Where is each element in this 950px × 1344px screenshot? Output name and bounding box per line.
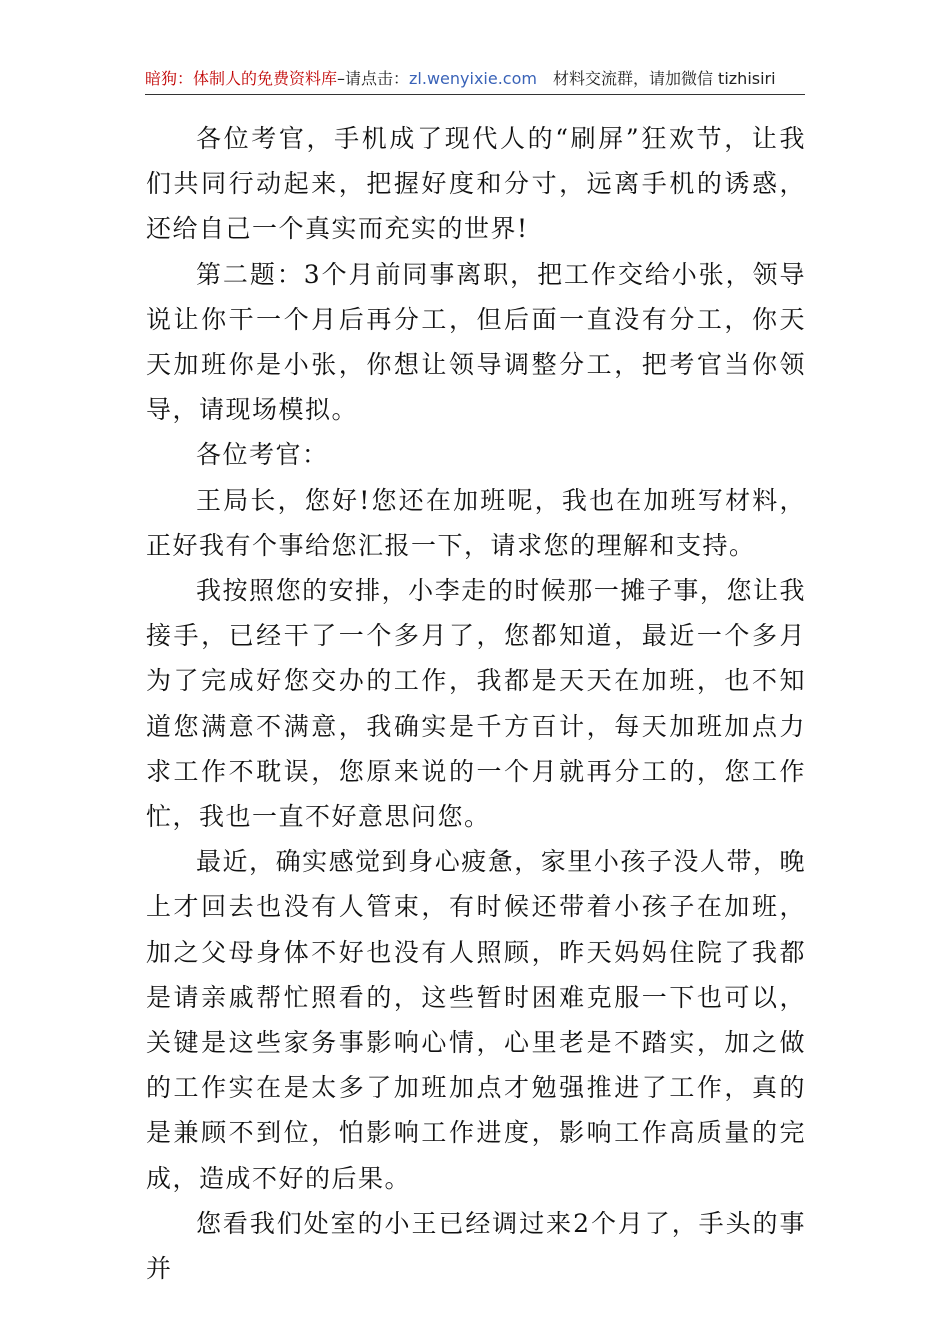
header-url-link[interactable]: zl.wenyixie.com bbox=[409, 69, 537, 88]
header-brand: 暗狗：体制人的免费资料库 bbox=[145, 69, 338, 88]
paragraph-greeting: 王局长，您好!您还在加班呢，我也在加班写材料，正好我有个事给您汇报一下，请求您的理解和支持。 bbox=[146, 485, 806, 560]
paragraph-salutation: 各位考官： bbox=[196, 440, 329, 470]
paragraph-difficulties: 最近，确实感觉到身心疲惫，家里小孩子没人带，晚上才回去也没有人管束，有时候还带着小孩子在加班，加之父母身体不好也没有人照顾，昨天妈妈住院了我都是请亲戚帮忙照看的，这些暂时困难克服一下也可以，关键是这些家务事影响心情，心里老是不踏实，加之做的工作实在是太多了加班加点才勉强推进了工作，真的是兼顾不到位，怕影响工作进度，影响工作高质量的完成，造成不好的后果。 bbox=[146, 847, 806, 1193]
paragraph-work-situation: 我按照您的安排，小李走的时候那一摊子事，您让我接手，已经干了一个多月了，您都知道，最近一个多月为了完成好您交办的工作，我都是天天在加班，也不知道您满意不满意，我确实是千方百计，每天加班加点力求工作不耽误，您原来说的一个月就再分工的，您工作忙，我也一直不好意思问您。 bbox=[146, 576, 806, 832]
paragraph-closing: 各位考官，手机成了现代人的“刷屏”狂欢节，让我们共同行动起来，把握好度和分寸，远离手机的诱惑，还给自己一个真实而充实的世界! bbox=[146, 124, 806, 244]
page-header bbox=[145, 66, 805, 95]
paragraph-question-two: 第二题：3个月前同事离职，把工作交给小张，领导说让你干一个月后再分工，但后面一直没有分工，你天天加班你是小张，你想让领导调整分工，把考官当你领导，请现场模拟。 bbox=[146, 259, 806, 425]
document-body bbox=[146, 116, 806, 1291]
header-click-label: –请点击： bbox=[337, 69, 410, 88]
header-contact: 材料交流群，请加微信 tizhisiri bbox=[552, 69, 776, 88]
paragraph-proposal: 您看我们处室的小王已经调过来2个月了，手头的事并 bbox=[146, 1208, 806, 1284]
